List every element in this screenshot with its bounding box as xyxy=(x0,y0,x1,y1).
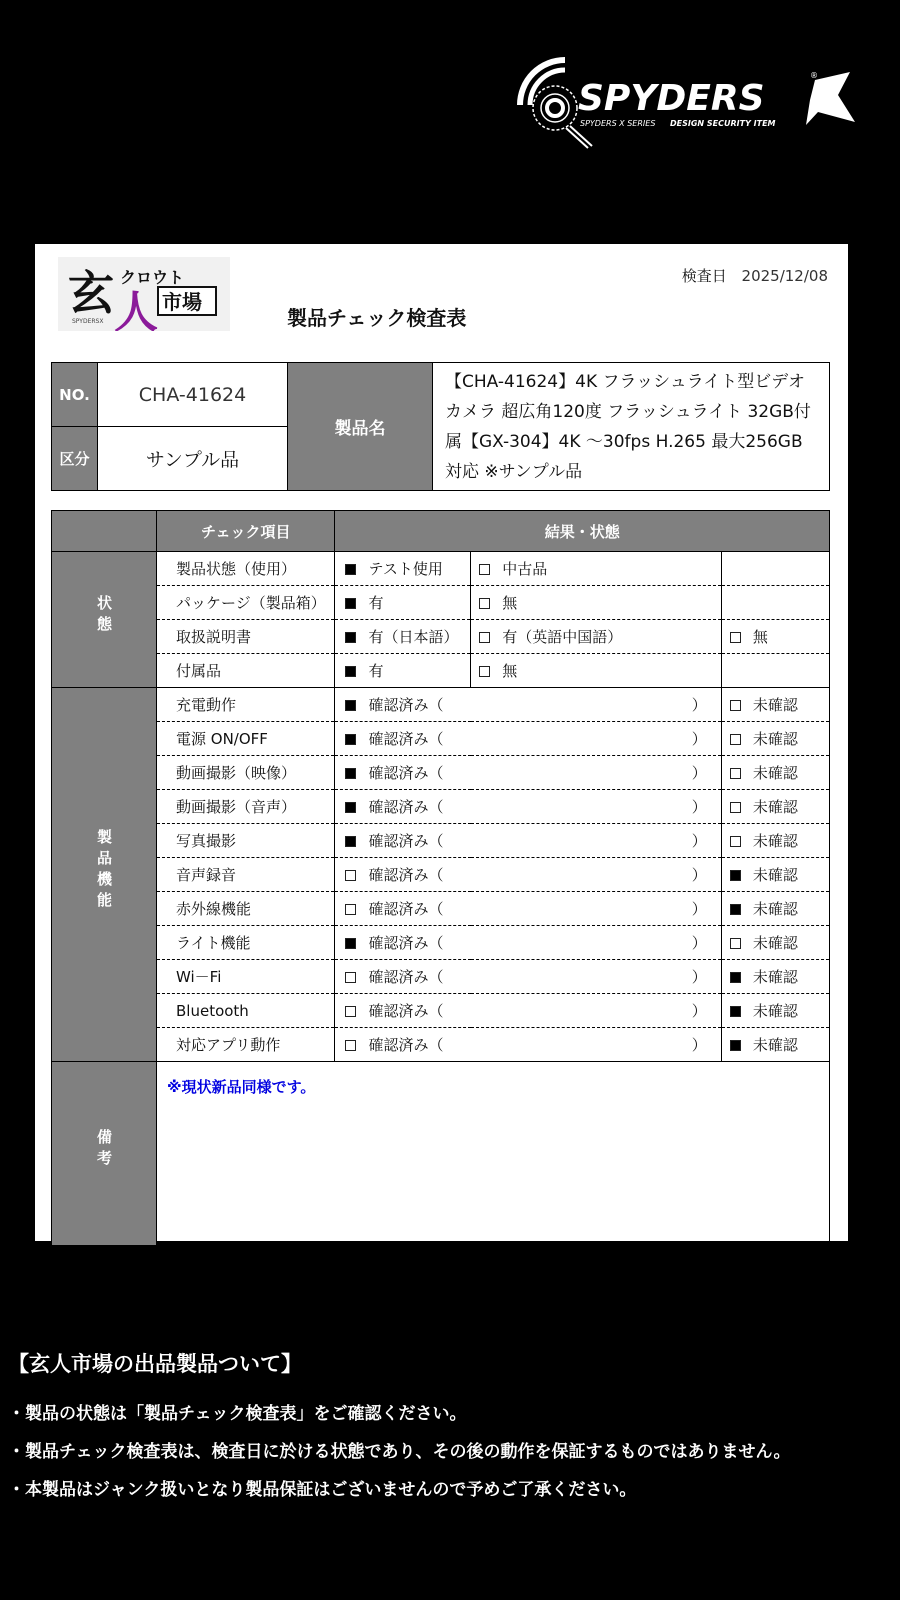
check-item: 動画撮影（映像） xyxy=(157,756,335,790)
unconfirmed-cell xyxy=(721,756,829,790)
option-2 xyxy=(471,552,722,586)
unchecked-box-icon[interactable] xyxy=(345,904,356,915)
checked-box-icon[interactable] xyxy=(345,598,356,609)
notice-heading: 【玄人市場の出品製品ついて】 xyxy=(8,1352,302,1376)
header-check-item: チェック項目 xyxy=(157,511,335,552)
unconfirmed-label: 未確認 xyxy=(752,968,798,986)
check-item: 製品状態（使用） xyxy=(157,552,335,586)
option-1 xyxy=(335,586,471,620)
svg-text:SPYDERS: SPYDERS xyxy=(578,78,765,119)
checked-box-icon[interactable] xyxy=(345,734,356,745)
confirmed-cell xyxy=(335,994,721,1028)
spyders-logo-icon xyxy=(510,50,870,155)
check-item: パッケージ（製品箱） xyxy=(157,586,335,620)
condition-row xyxy=(52,654,830,688)
unconfirmed-label: 未確認 xyxy=(752,1002,798,1020)
product-info-table xyxy=(51,362,830,491)
svg-text:人: 人 xyxy=(114,287,158,331)
confirmed-close: ） xyxy=(691,900,707,918)
confirmed-label: 確認済み（ xyxy=(368,696,444,714)
confirmed-cell xyxy=(335,858,721,892)
product-name-value: 【CHA-41624】4K フラッシュライト型ビデオカメラ 超広角120度 フラッシュライト 32GB付属【GX-304】4K ～30fps H.265 最大256GB対応 ※サンプル品 xyxy=(433,363,830,491)
notes-label: 備考 xyxy=(52,1062,157,1246)
svg-text:玄: 玄 xyxy=(68,266,114,320)
notes-text: ※現状新品同様です。 xyxy=(157,1062,830,1246)
condition-row xyxy=(52,552,830,586)
check-item: ライト機能 xyxy=(157,926,335,960)
unchecked-box-icon[interactable] xyxy=(479,632,490,643)
header-result: 結果・状態 xyxy=(335,511,830,552)
check-item: 対応アプリ動作 xyxy=(157,1028,335,1062)
check-item: 音声録音 xyxy=(157,858,335,892)
condition-row xyxy=(52,620,830,654)
confirmed-cell xyxy=(335,756,721,790)
unconfirmed-cell xyxy=(721,994,829,1028)
function-row xyxy=(52,722,830,756)
unconfirmed-label: 未確認 xyxy=(752,764,798,782)
unchecked-box-icon[interactable] xyxy=(730,938,741,949)
unchecked-box-icon[interactable] xyxy=(730,836,741,847)
option-2-label: 無 xyxy=(502,662,518,680)
check-item: 充電動作 xyxy=(157,688,335,722)
unchecked-box-icon[interactable] xyxy=(730,700,741,711)
spyders-brand-logo xyxy=(510,50,870,155)
check-item: 取扱説明書 xyxy=(157,620,335,654)
svg-text:市場: 市場 xyxy=(162,290,202,314)
category-label: 区分 xyxy=(52,427,98,491)
option-2-label: 中古品 xyxy=(502,560,548,578)
unconfirmed-cell xyxy=(721,892,829,926)
check-item: 付属品 xyxy=(157,654,335,688)
confirmed-close: ） xyxy=(691,1002,707,1020)
checked-box-icon[interactable] xyxy=(345,632,356,643)
function-row xyxy=(52,892,830,926)
confirmed-close: ） xyxy=(691,730,707,748)
option-1-label: 有 xyxy=(368,662,384,680)
confirmed-label: 確認済み（ xyxy=(368,934,444,952)
check-item: 電源 ON/OFF xyxy=(157,722,335,756)
confirmed-cell xyxy=(335,960,721,994)
checked-box-icon[interactable] xyxy=(345,802,356,813)
function-row xyxy=(52,926,830,960)
confirmed-cell xyxy=(335,926,721,960)
confirmed-label: 確認済み（ xyxy=(368,866,444,884)
condition-row xyxy=(52,586,830,620)
unconfirmed-label: 未確認 xyxy=(752,696,798,714)
function-row xyxy=(52,858,830,892)
unchecked-box-icon[interactable] xyxy=(730,802,741,813)
option-1 xyxy=(335,620,471,654)
confirmed-label: 確認済み（ xyxy=(368,1036,444,1054)
confirmed-label: 確認済み（ xyxy=(368,764,444,782)
confirmed-cell xyxy=(335,892,721,926)
function-row xyxy=(52,688,830,722)
no-value: CHA-41624 xyxy=(98,363,288,427)
condition-section-label: 状態 xyxy=(52,552,157,688)
svg-text:SPYDERS X SERIES: SPYDERS X SERIES xyxy=(580,119,656,128)
confirmed-close: ） xyxy=(691,832,707,850)
confirmed-close: ） xyxy=(691,1036,707,1054)
notice-line: ・製品チェック検査表は、検査日に於ける状態であり、その後の動作を保証するものではありません。 xyxy=(8,1442,791,1462)
function-row xyxy=(52,1028,830,1062)
confirmed-label: 確認済み（ xyxy=(368,798,444,816)
confirmed-cell xyxy=(335,1028,721,1062)
unchecked-box-icon[interactable] xyxy=(345,1040,356,1051)
function-row xyxy=(52,824,830,858)
confirmed-label: 確認済み（ xyxy=(368,730,444,748)
unconfirmed-label: 未確認 xyxy=(752,866,798,884)
confirmed-cell xyxy=(335,824,721,858)
confirmed-label: 確認済み（ xyxy=(368,968,444,986)
unchecked-box-icon[interactable] xyxy=(730,632,741,643)
unconfirmed-label: 未確認 xyxy=(752,798,798,816)
checked-box-icon[interactable] xyxy=(345,666,356,677)
unchecked-box-icon[interactable] xyxy=(730,768,741,779)
checked-box-icon[interactable] xyxy=(345,564,356,575)
unchecked-box-icon[interactable] xyxy=(479,564,490,575)
check-item: 赤外線機能 xyxy=(157,892,335,926)
svg-text:クロウト: クロウト xyxy=(120,268,185,287)
unchecked-box-icon[interactable] xyxy=(345,1006,356,1017)
header-blank xyxy=(52,511,157,552)
function-row xyxy=(52,756,830,790)
option-1 xyxy=(335,654,471,688)
checked-box-icon[interactable] xyxy=(730,1040,741,1051)
checked-box-icon[interactable] xyxy=(730,972,741,983)
unconfirmed-label: 未確認 xyxy=(752,900,798,918)
no-label: NO. xyxy=(52,363,98,427)
unchecked-box-icon[interactable] xyxy=(345,870,356,881)
option-1-label: 有 xyxy=(368,594,384,612)
check-item: 動画撮影（音声） xyxy=(157,790,335,824)
inspection-date-value: 2025/12/08 xyxy=(741,267,828,285)
inspection-date-label: 検査日 xyxy=(681,267,727,285)
option-2 xyxy=(471,620,722,654)
confirmed-cell xyxy=(335,722,721,756)
checked-box-icon[interactable] xyxy=(730,870,741,881)
unconfirmed-cell xyxy=(721,790,829,824)
option-3 xyxy=(721,620,829,654)
unconfirmed-label: 未確認 xyxy=(752,832,798,850)
option-2 xyxy=(471,654,722,688)
listing-notice xyxy=(8,1348,791,1516)
option-3 xyxy=(721,654,829,688)
unconfirmed-cell xyxy=(721,1028,829,1062)
confirmed-cell xyxy=(335,790,721,824)
unchecked-box-icon[interactable] xyxy=(479,598,490,609)
page-title: 製品チェック検査表 xyxy=(287,306,467,330)
option-1 xyxy=(335,552,471,586)
unconfirmed-cell xyxy=(721,858,829,892)
checked-box-icon[interactable] xyxy=(730,904,741,915)
option-3 xyxy=(721,552,829,586)
inspection-sheet xyxy=(35,244,848,1241)
function-row xyxy=(52,960,830,994)
notice-line: ・本製品はジャンク扱いとなり製品保証はございませんので予めご了承ください。 xyxy=(8,1480,637,1500)
confirmed-label: 確認済み（ xyxy=(368,832,444,850)
confirmed-cell xyxy=(335,688,721,722)
inspection-date xyxy=(682,265,828,286)
svg-text:®: ® xyxy=(810,71,818,80)
check-table xyxy=(51,510,830,1246)
notice-line: ・製品の状態は「製品チェック検査表」をご確認ください。 xyxy=(8,1404,467,1424)
unconfirmed-label: 未確認 xyxy=(752,1036,798,1054)
checked-box-icon[interactable] xyxy=(345,938,356,949)
confirmed-close: ） xyxy=(691,934,707,952)
unconfirmed-label: 未確認 xyxy=(752,730,798,748)
svg-text:SPYDERSX: SPYDERSX xyxy=(72,318,104,325)
unconfirmed-cell xyxy=(721,824,829,858)
check-item: 写真撮影 xyxy=(157,824,335,858)
confirmed-close: ） xyxy=(691,764,707,782)
unchecked-box-icon[interactable] xyxy=(730,734,741,745)
confirmed-close: ） xyxy=(691,696,707,714)
unchecked-box-icon[interactable] xyxy=(479,666,490,677)
confirmed-label: 確認済み（ xyxy=(368,900,444,918)
option-3 xyxy=(721,586,829,620)
unconfirmed-cell xyxy=(721,688,829,722)
svg-text:DESIGN SECURITY ITEM: DESIGN SECURITY ITEM xyxy=(670,119,776,128)
option-2-label: 有（英語中国語） xyxy=(502,628,623,646)
check-item: Wi－Fi xyxy=(157,960,335,994)
option-3-label: 無 xyxy=(752,628,768,646)
confirmed-label: 確認済み（ xyxy=(368,1002,444,1020)
function-row xyxy=(52,790,830,824)
checked-box-icon[interactable] xyxy=(345,768,356,779)
unconfirmed-label: 未確認 xyxy=(752,934,798,952)
option-2 xyxy=(471,586,722,620)
category-value: サンプル品 xyxy=(98,427,288,491)
confirmed-close: ） xyxy=(691,798,707,816)
checked-box-icon[interactable] xyxy=(730,1006,741,1017)
kuroto-market-logo xyxy=(58,257,230,331)
function-row xyxy=(52,994,830,1028)
option-2-label: 無 xyxy=(502,594,518,612)
unconfirmed-cell xyxy=(721,926,829,960)
option-1-label: テスト使用 xyxy=(368,560,443,578)
product-name-label: 製品名 xyxy=(288,363,433,491)
check-item: Bluetooth xyxy=(157,994,335,1028)
confirmed-close: ） xyxy=(691,968,707,986)
function-section-label: 製品機能 xyxy=(52,688,157,1062)
confirmed-close: ） xyxy=(691,866,707,884)
unchecked-box-icon[interactable] xyxy=(345,972,356,983)
unconfirmed-cell xyxy=(721,960,829,994)
checked-box-icon[interactable] xyxy=(345,836,356,847)
unconfirmed-cell xyxy=(721,722,829,756)
checked-box-icon[interactable] xyxy=(345,700,356,711)
option-1-label: 有（日本語） xyxy=(368,628,459,646)
